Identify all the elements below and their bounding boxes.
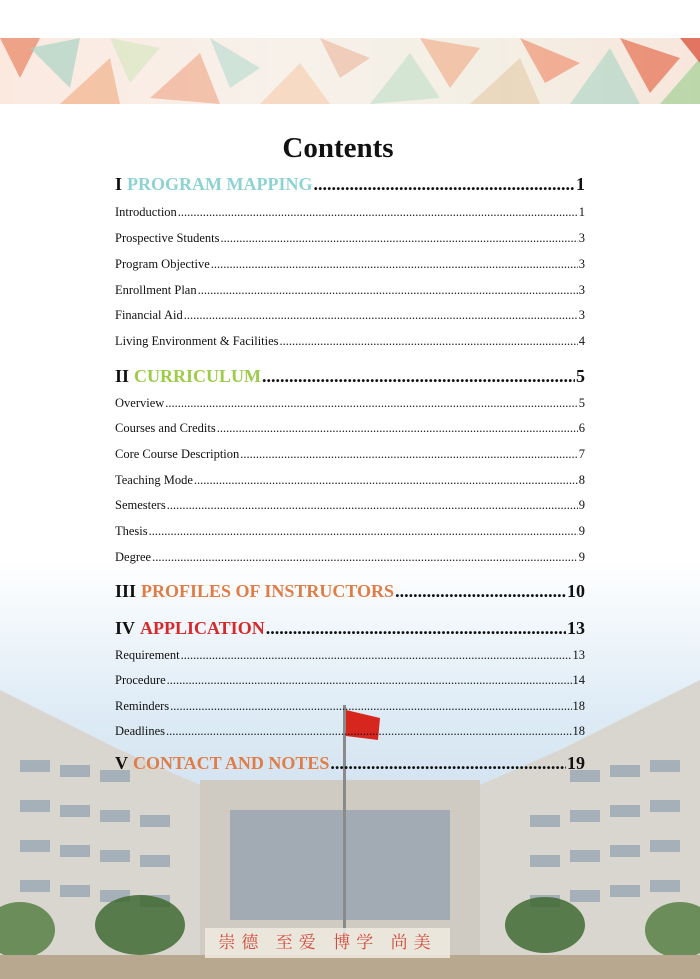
toc-item-page: 4 <box>578 334 585 348</box>
toc-item[interactable] <box>115 673 585 689</box>
toc-item-label: Prospective Students <box>115 231 220 245</box>
toc-item-page: 3 <box>578 308 585 322</box>
toc-item-page: 18 <box>572 699 585 713</box>
toc-item-label: Deadlines <box>115 724 165 738</box>
toc-item-page: 3 <box>578 283 585 297</box>
toc-item-page: 3 <box>578 231 585 245</box>
toc-item[interactable] <box>115 648 585 664</box>
toc-item-page: 7 <box>578 447 585 461</box>
section-numeral: II <box>115 366 130 386</box>
toc-item-label: Living Environment & Facilities <box>115 334 279 348</box>
toc-item-page: 9 <box>578 524 585 538</box>
toc-item-label: Teaching Mode <box>115 473 193 487</box>
toc-item-label: Requirement <box>115 648 180 662</box>
toc-item-label: Overview <box>115 396 165 410</box>
toc-item[interactable] <box>115 231 585 247</box>
section-title: PROGRAM MAPPING <box>127 174 313 194</box>
toc-item-page: 14 <box>572 673 585 687</box>
toc-item-label: Enrollment Plan <box>115 283 197 297</box>
toc-item[interactable] <box>115 498 585 514</box>
toc-item-label: Degree <box>115 550 152 564</box>
toc-item[interactable] <box>115 447 585 463</box>
toc-item-page: 1 <box>578 205 585 219</box>
toc-item[interactable] <box>115 421 585 437</box>
section-page: 5 <box>576 366 585 386</box>
toc-section-profiles-of-instructors[interactable] <box>115 581 585 605</box>
toc-item[interactable] <box>115 257 585 273</box>
toc-item-page: 6 <box>578 421 585 435</box>
toc-item[interactable] <box>115 396 585 412</box>
section-numeral: I <box>115 174 123 194</box>
toc-item-label: Procedure <box>115 673 166 687</box>
toc-section-program-mapping[interactable] <box>115 174 585 198</box>
toc-item[interactable] <box>115 724 585 740</box>
section-page: 13 <box>567 618 585 638</box>
toc-item-label: Semesters <box>115 498 166 512</box>
toc-item[interactable] <box>115 699 585 715</box>
section-title: CONTACT AND NOTES <box>133 753 330 773</box>
page-title: Contents <box>282 132 394 164</box>
decorative-banner <box>0 38 700 104</box>
toc-item[interactable] <box>115 334 585 350</box>
toc-item-label: Introduction <box>115 205 177 219</box>
toc-item-page: 8 <box>578 473 585 487</box>
toc-item-label: Program Objective <box>115 257 210 271</box>
toc-item-page: 18 <box>572 724 585 738</box>
school-motto-sign: 崇德 至爱 博学 尚美 <box>205 928 450 958</box>
toc-item[interactable] <box>115 308 585 324</box>
toc-item-label: Financial Aid <box>115 308 183 322</box>
toc-item[interactable] <box>115 550 585 566</box>
section-numeral: IV <box>115 618 136 638</box>
toc-item[interactable] <box>115 524 585 540</box>
toc-item-label: Thesis <box>115 524 148 538</box>
section-numeral: V <box>115 753 128 773</box>
section-page: 1 <box>576 174 585 194</box>
toc-item-page: 9 <box>578 498 585 512</box>
toc-item[interactable] <box>115 473 585 489</box>
section-title: PROFILES OF INSTRUCTORS <box>141 581 395 601</box>
toc-item-page: 5 <box>578 396 585 410</box>
toc-section-application[interactable] <box>115 618 585 642</box>
section-page: 19 <box>567 753 585 773</box>
section-title: CURRICULUM <box>134 366 262 386</box>
toc-section-curriculum[interactable] <box>115 366 585 390</box>
section-page: 10 <box>567 581 585 601</box>
toc-item[interactable] <box>115 205 585 221</box>
toc-item-page: 3 <box>578 257 585 271</box>
toc-section-contact-and-notes[interactable] <box>115 753 585 777</box>
toc-item-label: Reminders <box>115 699 170 713</box>
toc-item-page: 13 <box>572 648 585 662</box>
toc-item[interactable] <box>115 283 585 299</box>
toc-item-label: Courses and Credits <box>115 421 216 435</box>
section-title: APPLICATION <box>140 618 265 638</box>
toc-item-page: 9 <box>578 550 585 564</box>
section-numeral: III <box>115 581 137 601</box>
toc-item-label: Core Course Description <box>115 447 240 461</box>
